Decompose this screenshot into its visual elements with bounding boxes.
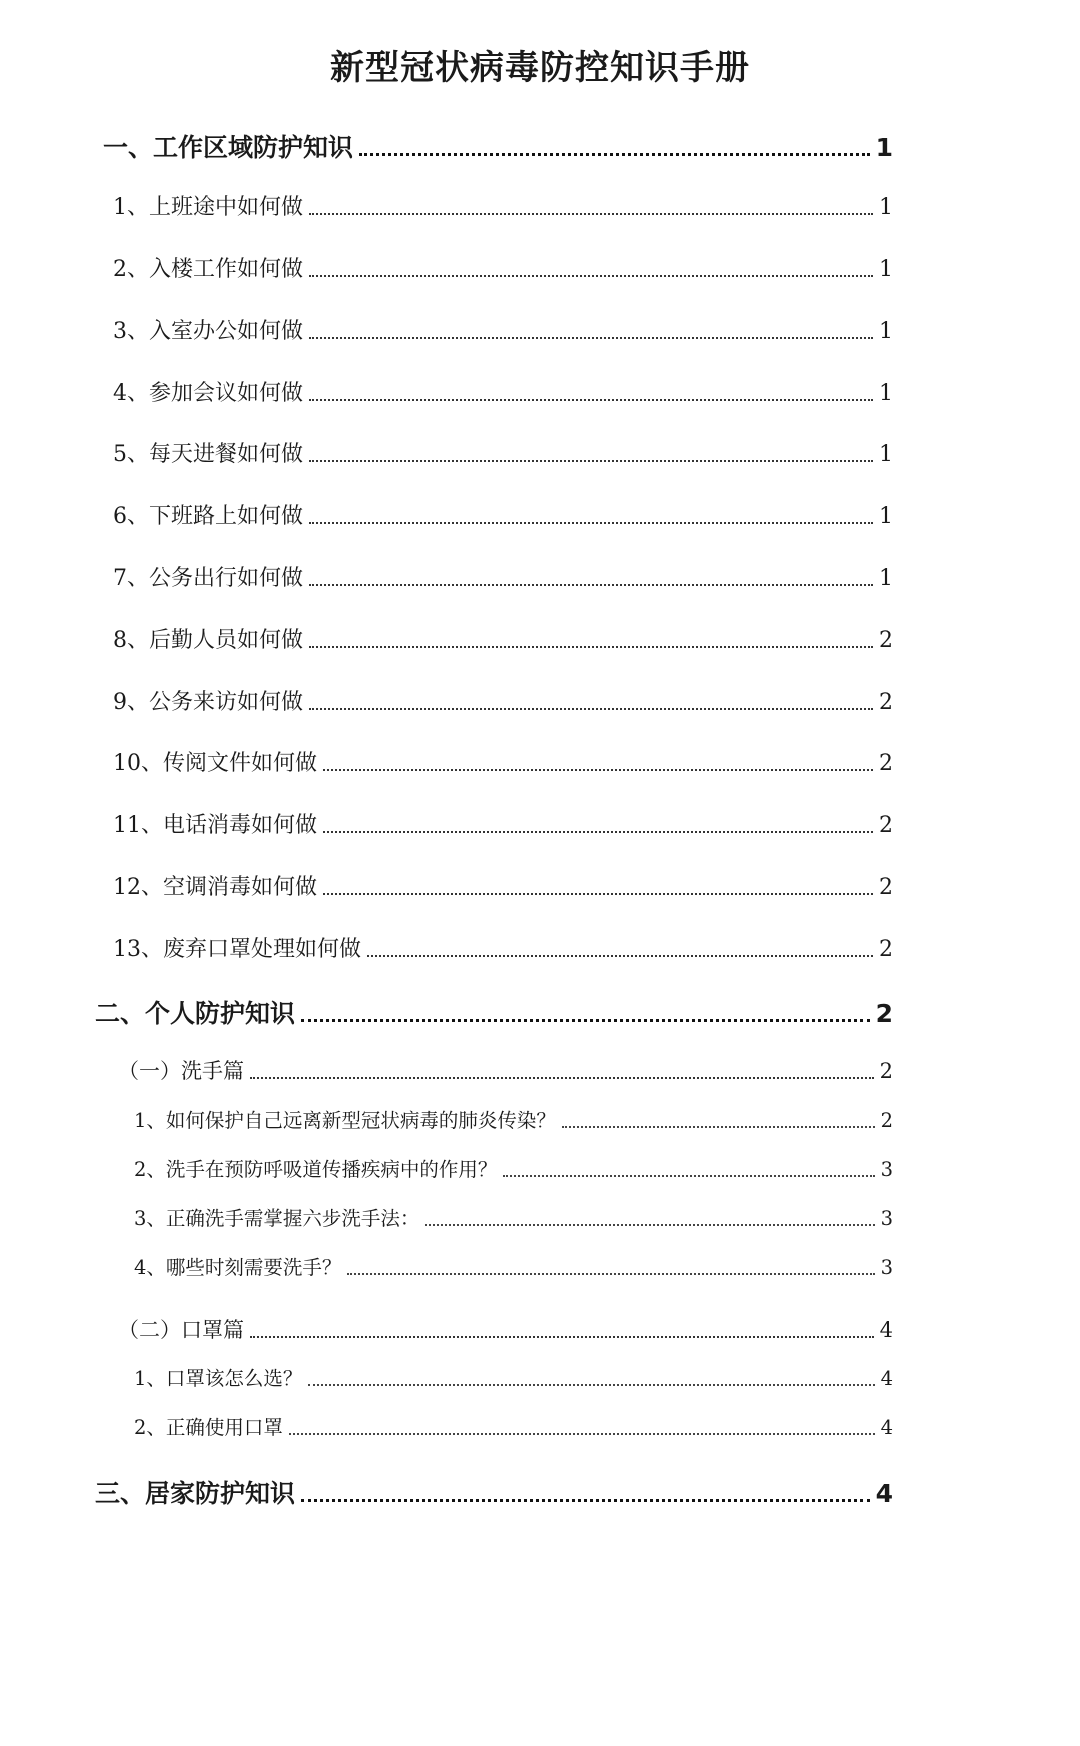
toc-item[interactable] bbox=[113, 252, 893, 283]
toc-section-1[interactable] bbox=[103, 128, 893, 164]
toc-label: 11、电话消毒如何做 bbox=[113, 813, 317, 838]
toc-page-number: 4 bbox=[879, 1318, 893, 1342]
toc-item[interactable] bbox=[134, 1105, 893, 1133]
dot-leader bbox=[301, 1499, 870, 1502]
dot-leader bbox=[323, 831, 873, 833]
toc-item[interactable] bbox=[134, 1252, 893, 1280]
toc-label: 2、正确使用口罩 bbox=[134, 1416, 283, 1439]
toc-item[interactable] bbox=[113, 499, 893, 530]
toc-item[interactable] bbox=[113, 932, 893, 963]
dot-leader bbox=[308, 1384, 874, 1386]
dot-leader bbox=[359, 153, 870, 156]
toc-page-number: 4 bbox=[880, 1367, 893, 1390]
toc-page-number: 2 bbox=[879, 1059, 893, 1083]
toc-page-number: 3 bbox=[880, 1207, 893, 1230]
dot-leader bbox=[301, 1019, 870, 1022]
toc-label: 二、个人防护知识 bbox=[95, 999, 296, 1028]
toc-label: 2、入楼工作如何做 bbox=[113, 257, 303, 282]
dot-leader bbox=[562, 1126, 875, 1128]
toc-label: 4、哪些时刻需要洗手？ bbox=[134, 1256, 342, 1279]
toc-page-number: 4 bbox=[875, 1479, 893, 1508]
toc-page-number: 2 bbox=[879, 751, 893, 776]
dot-leader bbox=[309, 646, 873, 648]
toc-label: 三、居家防护知识 bbox=[95, 1479, 296, 1508]
toc-item[interactable] bbox=[113, 685, 893, 716]
dot-leader bbox=[503, 1175, 874, 1177]
toc-item[interactable] bbox=[113, 437, 893, 468]
toc-page-number: 2 bbox=[879, 937, 893, 962]
toc-item[interactable] bbox=[113, 870, 893, 901]
toc-label: 13、废弃口罩处理如何做 bbox=[113, 937, 361, 962]
toc-page-number: 1 bbox=[879, 504, 893, 529]
dot-leader bbox=[309, 460, 873, 462]
dot-leader bbox=[425, 1224, 874, 1226]
toc-label: （一）洗手篇 bbox=[118, 1059, 244, 1083]
toc-label: 1、上班途中如何做 bbox=[113, 195, 303, 220]
dot-leader bbox=[309, 522, 873, 524]
dot-leader bbox=[250, 1077, 874, 1079]
toc-label: 3、入室办公如何做 bbox=[113, 319, 303, 344]
toc-item[interactable] bbox=[134, 1154, 893, 1182]
toc-label: 8、后勤人员如何做 bbox=[113, 628, 303, 653]
toc-page-number: 2 bbox=[879, 875, 893, 900]
toc-item[interactable] bbox=[113, 746, 893, 777]
toc-page-number: 1 bbox=[879, 381, 893, 406]
toc-label: 7、公务出行如何做 bbox=[113, 566, 303, 591]
toc-subsection[interactable] bbox=[118, 1055, 893, 1085]
toc-item[interactable] bbox=[113, 190, 893, 221]
toc-item[interactable] bbox=[113, 623, 893, 654]
toc-item[interactable] bbox=[134, 1203, 893, 1231]
dot-leader bbox=[250, 1336, 874, 1338]
toc-page-number: 1 bbox=[879, 442, 893, 467]
toc-label: 5、每天进餐如何做 bbox=[113, 442, 303, 467]
toc-label: （二）口罩篇 bbox=[118, 1318, 244, 1342]
dot-leader bbox=[309, 708, 873, 710]
toc-item[interactable] bbox=[113, 561, 893, 592]
toc-page-number: 1 bbox=[875, 133, 893, 162]
toc-page-number: 2 bbox=[880, 1109, 893, 1132]
toc-page-number: 1 bbox=[879, 319, 893, 344]
toc-label: 2、洗手在预防呼吸道传播疾病中的作用？ bbox=[134, 1158, 498, 1181]
toc-page-number: 3 bbox=[880, 1256, 893, 1279]
toc-page-number: 3 bbox=[880, 1158, 893, 1181]
dot-leader bbox=[367, 955, 873, 957]
toc-label: 6、下班路上如何做 bbox=[113, 504, 303, 529]
toc-item[interactable] bbox=[113, 376, 893, 407]
toc-label: 1、口罩该怎么选？ bbox=[134, 1367, 303, 1390]
dot-leader bbox=[309, 584, 873, 586]
dot-leader bbox=[323, 893, 873, 895]
toc-section-2[interactable] bbox=[95, 994, 893, 1030]
toc-item[interactable] bbox=[134, 1412, 893, 1440]
dot-leader bbox=[347, 1273, 874, 1275]
dot-leader bbox=[309, 337, 873, 339]
document-title: 新型冠状病毒防控知识手册 bbox=[330, 48, 750, 88]
dot-leader bbox=[309, 275, 873, 277]
toc-page-number: 2 bbox=[875, 999, 893, 1028]
toc-item[interactable] bbox=[113, 314, 893, 345]
toc-label: 一、工作区域防护知识 bbox=[103, 133, 354, 162]
toc-label: 12、空调消毒如何做 bbox=[113, 875, 317, 900]
toc-page-number: 4 bbox=[880, 1416, 893, 1439]
toc-page-number: 1 bbox=[879, 566, 893, 591]
toc-page-number: 1 bbox=[879, 195, 893, 220]
toc-label: 10、传阅文件如何做 bbox=[113, 751, 317, 776]
toc-page-number: 2 bbox=[879, 813, 893, 838]
toc-section-3[interactable] bbox=[95, 1474, 893, 1510]
toc-subsection[interactable] bbox=[118, 1314, 893, 1344]
dot-leader bbox=[289, 1433, 875, 1435]
toc-label: 3、正确洗手需掌握六步洗手法： bbox=[134, 1207, 420, 1230]
dot-leader bbox=[309, 399, 873, 401]
toc-page-number: 2 bbox=[879, 690, 893, 715]
dot-leader bbox=[323, 769, 873, 771]
toc-label: 9、公务来访如何做 bbox=[113, 690, 303, 715]
toc-page-number: 1 bbox=[879, 257, 893, 282]
dot-leader bbox=[309, 213, 873, 215]
toc-label: 1、如何保护自己远离新型冠状病毒的肺炎传染？ bbox=[134, 1109, 556, 1132]
toc-label: 4、参加会议如何做 bbox=[113, 381, 303, 406]
toc-item[interactable] bbox=[134, 1363, 893, 1391]
toc-item[interactable] bbox=[113, 808, 893, 839]
toc-page-number: 2 bbox=[879, 628, 893, 653]
